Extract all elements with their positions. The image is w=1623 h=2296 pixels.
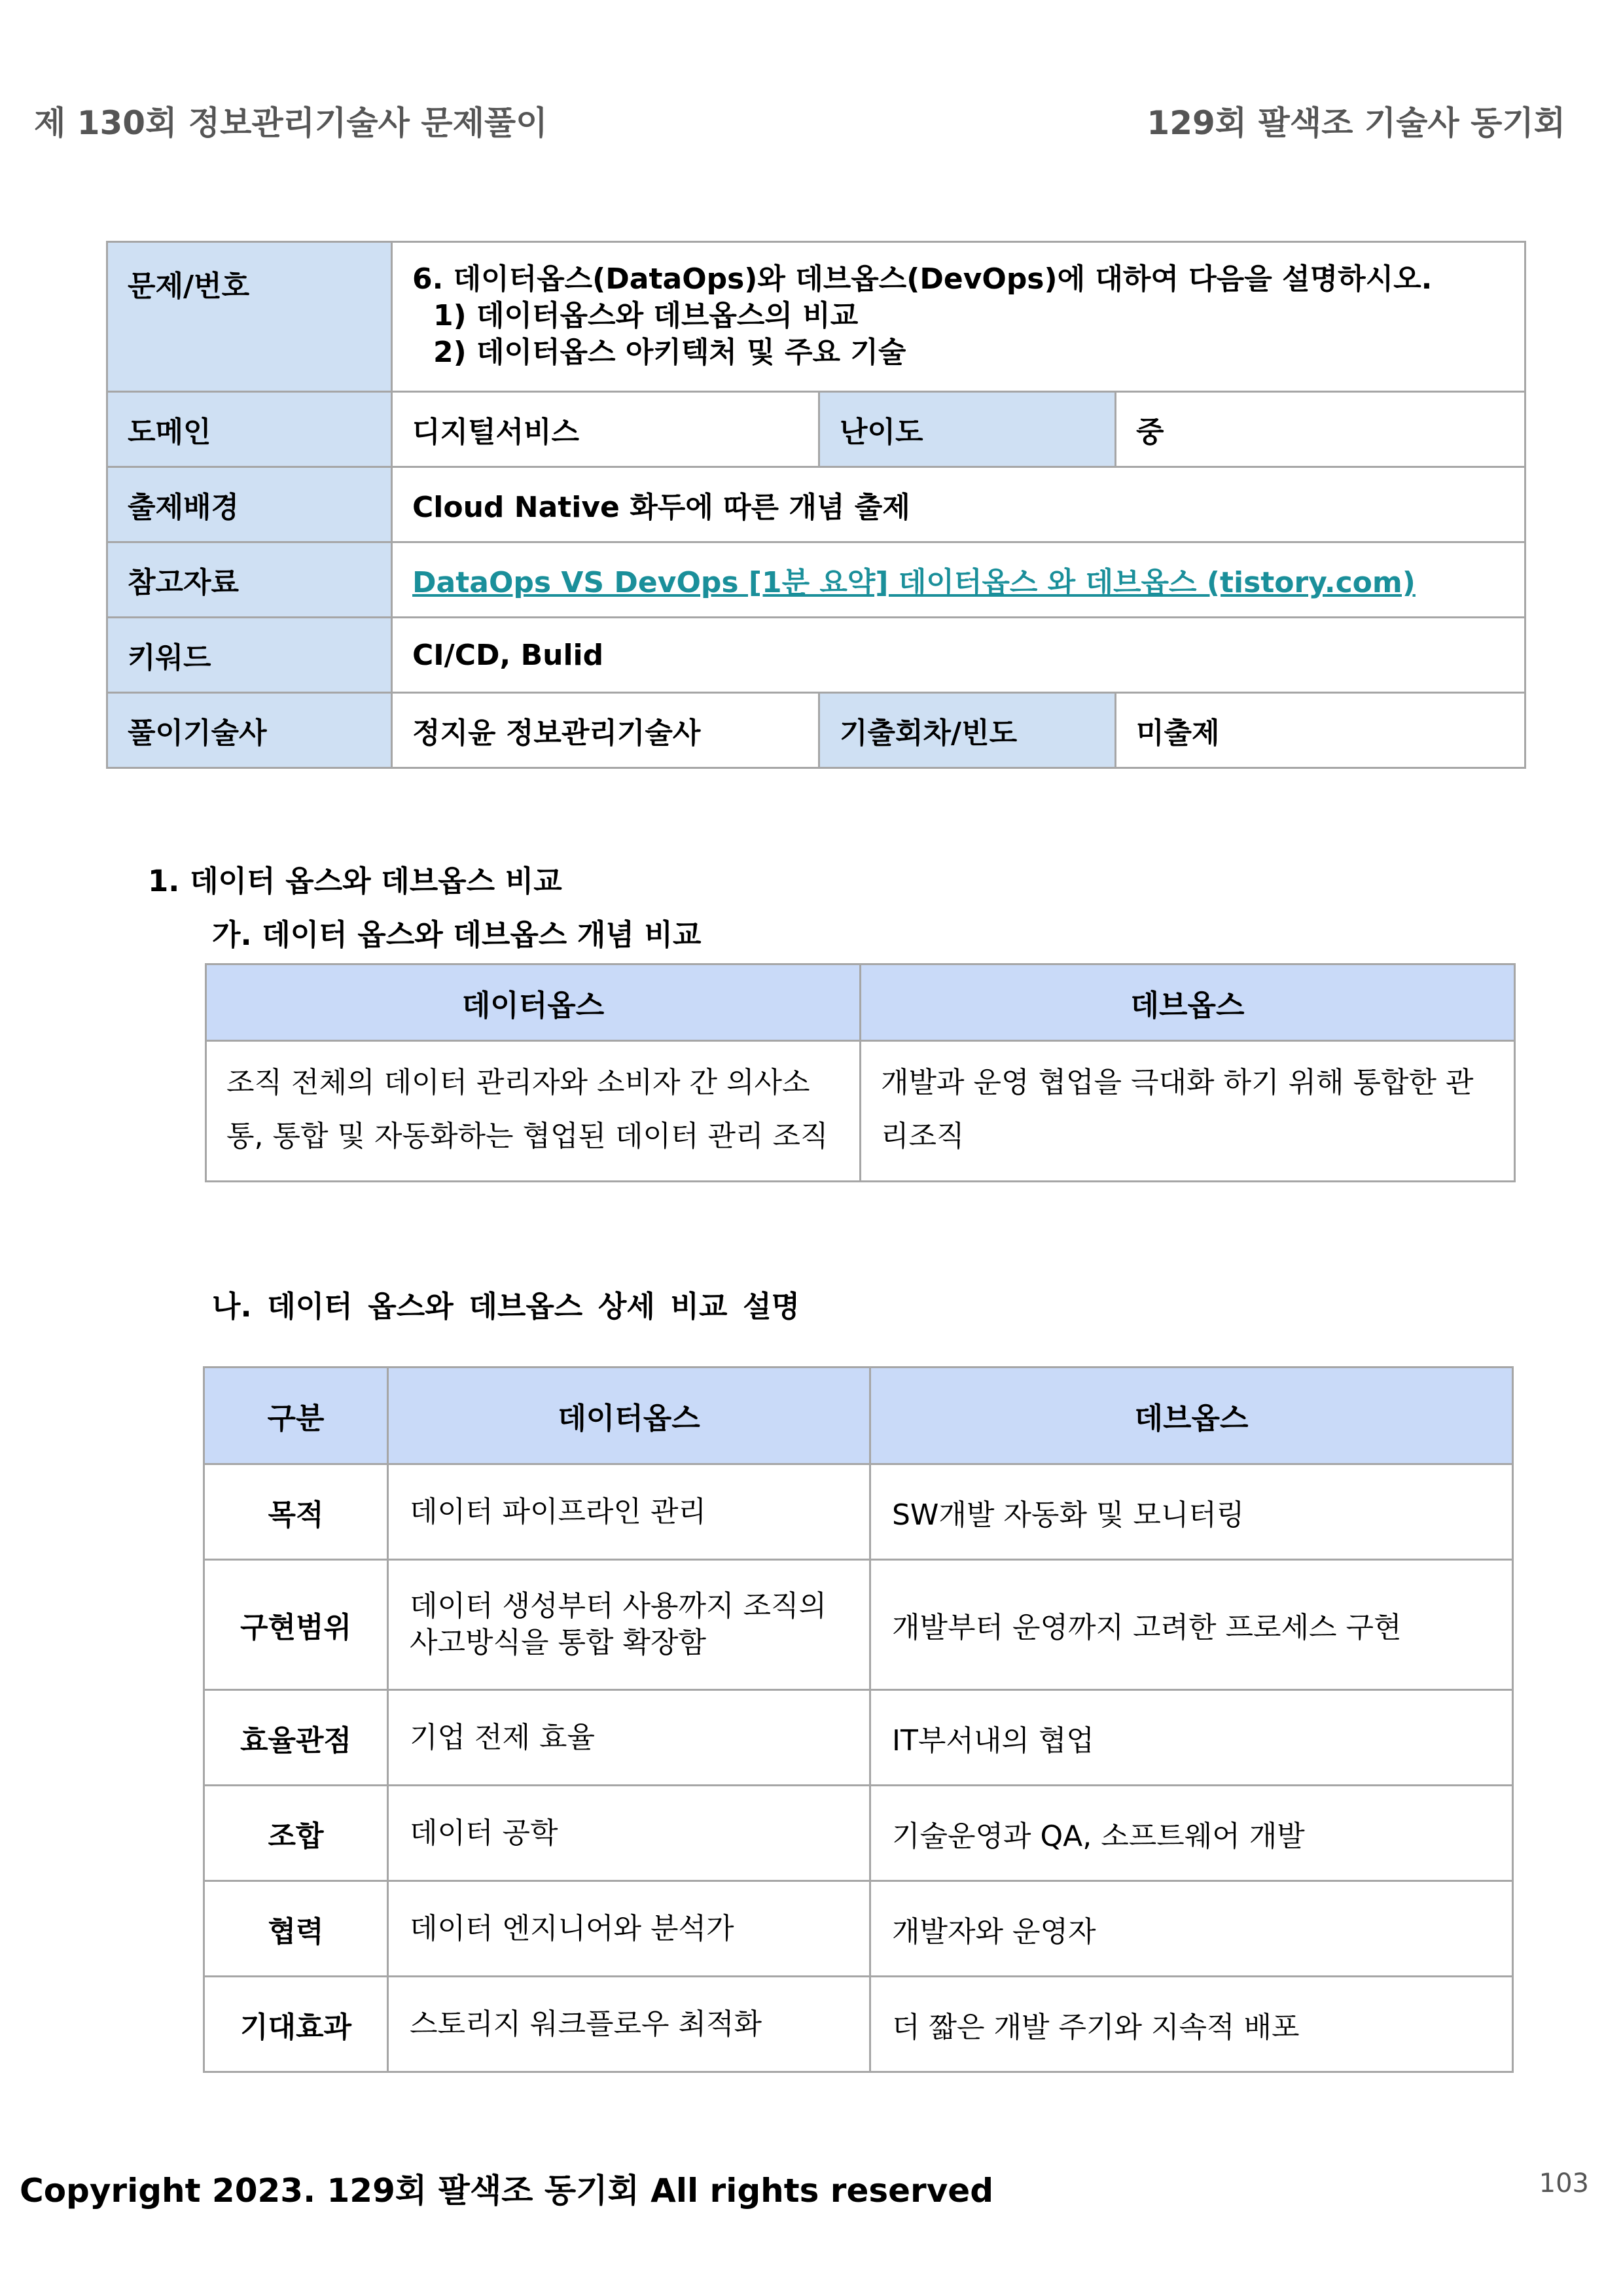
header-left-title: 제 130회 정보관리기술사 문제풀이	[34, 104, 548, 142]
table-header-row	[206, 964, 1515, 1041]
table-row	[107, 693, 1525, 768]
reference-label: 참고자료	[107, 542, 392, 618]
subsection-heading-b: 나. 데이터 옵스와 데브옵스 상세 비교 설명	[212, 1289, 800, 1324]
column-header-devops: 데브옵스	[870, 1368, 1513, 1464]
table-row	[107, 467, 1525, 542]
row-label: 협력	[204, 1881, 388, 1977]
keyword-label: 키워드	[107, 618, 392, 693]
row-label: 조합	[204, 1786, 388, 1881]
table-row	[107, 618, 1525, 693]
table-row	[204, 1977, 1513, 2072]
question-label: 문제/번호	[107, 242, 392, 392]
devops-cell: 더 짧은 개발 주기와 지속적 배포	[870, 1977, 1513, 2072]
background-label: 출제배경	[107, 467, 392, 542]
question-item-2: 2) 데이터옵스 아키텍처 및 주요 기술	[433, 336, 906, 369]
devops-cell: IT부서내의 협업	[870, 1690, 1513, 1786]
concept-comparison-table	[205, 963, 1516, 1182]
table-row	[107, 392, 1525, 467]
reference-cell	[392, 542, 1525, 618]
row-label: 구현범위	[204, 1560, 388, 1690]
table-row	[204, 1786, 1513, 1881]
devops-cell: 기술운영과 QA, 소프트웨어 개발	[870, 1786, 1513, 1881]
domain-value: 디지털서비스	[392, 392, 819, 467]
difficulty-value: 중	[1116, 392, 1525, 467]
column-header-devops: 데브옵스	[861, 964, 1515, 1041]
header-right-title: 129회 팔색조 기술사 동기회	[1147, 104, 1565, 142]
subsection-heading-a: 가. 데이터 옵스와 데브옵스 개념 비교	[212, 917, 702, 952]
detail-comparison-table	[203, 1366, 1514, 2073]
table-row	[204, 1881, 1513, 1977]
dataops-cell: 스토리지 워크플로우 최적화	[388, 1977, 870, 2072]
table-header-row	[204, 1368, 1513, 1464]
domain-label: 도메인	[107, 392, 392, 467]
dataops-cell: 데이터 엔지니어와 분석가	[388, 1881, 870, 1977]
copyright-footer: Copyright 2023. 129회 팔색조 동기회 All rights reserved	[20, 2172, 994, 2210]
table-row	[107, 242, 1525, 392]
table-row	[206, 1041, 1515, 1182]
keyword-value: CI/CD, Bulid	[392, 618, 1525, 693]
dataops-cell: 기업 전제 효율	[388, 1690, 870, 1786]
dataops-cell: 데이터 공학	[388, 1786, 870, 1881]
section-heading: 1. 데이터 옵스와 데브옵스 비교	[148, 864, 562, 898]
devops-cell: 개발부터 운영까지 고려한 프로세스 구현	[870, 1560, 1513, 1690]
question-item-1: 1) 데이터옵스와 데브옵스의 비교	[433, 299, 859, 332]
question-title: 6. 데이터옵스(DataOps)와 데브옵스(DevOps)에 대하여 다음을 설명하시오.	[412, 262, 1433, 296]
column-header-dataops: 데이터옵스	[388, 1368, 870, 1464]
devops-concept-cell: 개발과 운영 협업을 극대화 하기 위해 통합한 관리조직	[861, 1041, 1515, 1182]
row-label: 효율관점	[204, 1690, 388, 1786]
table-row	[204, 1560, 1513, 1690]
exam-label: 기출회차/빈도	[819, 693, 1116, 768]
author-label: 풀이기술사	[107, 693, 392, 768]
row-label: 목적	[204, 1464, 388, 1560]
table-row	[107, 542, 1525, 618]
background-value: Cloud Native 화두에 따른 개념 출제	[392, 467, 1525, 542]
dataops-cell: 데이터 생성부터 사용까지 조직의 사고방식을 통합 확장함	[388, 1560, 870, 1690]
question-cell	[392, 242, 1525, 392]
question-info-table	[106, 241, 1526, 769]
reference-link[interactable]: DataOps VS DevOps [1분 요약] 데이터옵스 와 데브옵스 (tistory.com)	[412, 566, 1416, 599]
column-header-category: 구분	[204, 1368, 388, 1464]
dataops-cell: 데이터 파이프라인 관리	[388, 1464, 870, 1560]
column-header-dataops: 데이터옵스	[206, 964, 861, 1041]
difficulty-label: 난이도	[819, 392, 1116, 467]
page-number: 103	[1539, 2168, 1589, 2199]
dataops-concept-cell: 조직 전체의 데이터 관리자와 소비자 간 의사소통, 통합 및 자동화하는 협업된 데이터 관리 조직	[206, 1041, 861, 1182]
row-label: 기대효과	[204, 1977, 388, 2072]
exam-value: 미출제	[1116, 693, 1525, 768]
table-row	[204, 1464, 1513, 1560]
devops-cell: 개발자와 운영자	[870, 1881, 1513, 1977]
author-value: 정지윤 정보관리기술사	[392, 693, 819, 768]
devops-cell: SW개발 자동화 및 모니터링	[870, 1464, 1513, 1560]
table-row	[204, 1690, 1513, 1786]
